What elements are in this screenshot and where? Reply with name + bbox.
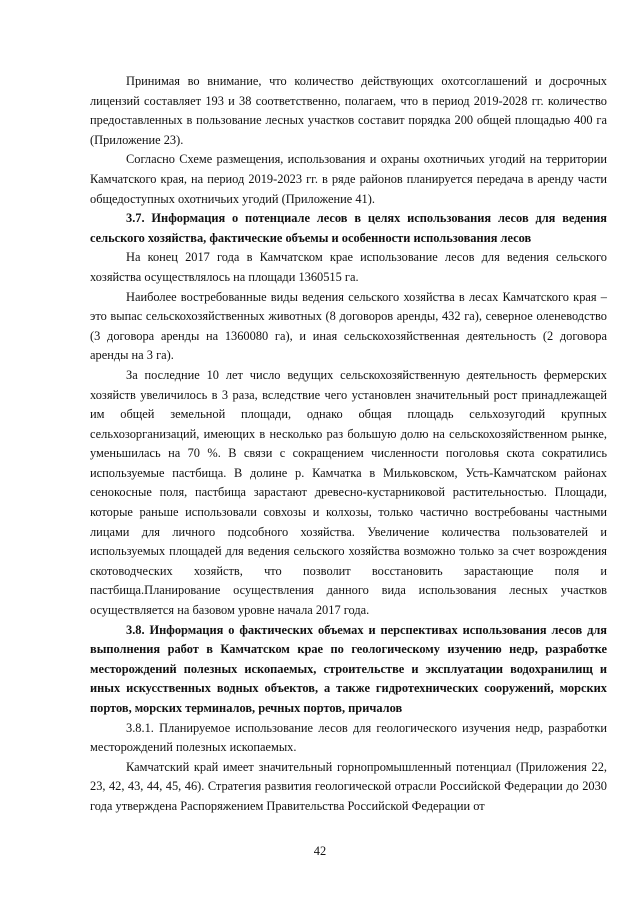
section-heading-3-7: 3.7. Информация о потенциале лесов в целях использования лесов для ведения сельского хозяйства, фактические объемы и особенности использования лесов (90, 211, 607, 245)
document-page (90, 72, 607, 817)
paragraph-hunting-scheme: Согласно Схеме размещения, использования и охраны охотничьих угодий на территории Камчатского края, на период 2019-2023 гг. в ряде районов планируется передача в аренду части общедоступных охотничьих угодий (Приложение 41). (90, 152, 607, 206)
paragraph-agriculture-types: Наиболее востребованные виды ведения сельского хозяйства в лесах Камчатского края – это выпас сельскохозяйственных животных (8 договоров аренды, 432 га), северное оленеводство (3 договора аренды на 1360080 га), и иная сельскохозяйственная деятельность (2 договора аренды на 3 га). (90, 289, 607, 363)
paragraph-farming-trends: За последние 10 лет число ведущих сельскохозяйственную деятельность фермерских хозяйств увеличилось в 3 раза, вследствие чего установлен значительный рост принадлежащей им общей земельной площади, однако общая площадь сельхозугодий крупных сельхозорганизаций, имеющих в несколько раз большую долю на сельскохозяйственном рынке, уменьшилась на 70 %. В связи с сокращением численности поголовья скота сократились используемые пастбища. В долине р. Камчатка в Мильковском, Усть-Камчатском районах сенокосные поля, пастбища зарастают древесно-кустарниковой растительностью. Площади, которые раньше использовали совхозы и колхозы, только частично востребованы частными лицами для личного подсобного хозяйства. Увеличение количества пользователей и используемых площадей для ведения сельского хозяйства возможно только за счет возрождения скотоводческих хозяйств, что позволит восстановить зарастающие поля и пастбища.Планирование осуществления данного вида использования лесных участков осуществляется на базовом уровне начала 2017 года. (90, 367, 607, 618)
section-heading-3-8: 3.8. Информация о фактических объемах и перспективах использования лесов для выполнения работ в Камчатском крае по геологическому изучению недр, разработке месторождений полезных ископаемых, строительстве и эксплуатации водохранилищ и иных искусственных водных объектов, а также гидротехнических сооружений, морских портов, морских терминалов, речных портов, причалов (90, 622, 607, 715)
paragraph-mining-potential: Камчатский край имеет значительный горнопромышленный потенциал (Приложения 22, 23, 42, 43, 44, 45, 46). Стратегия развития геологической отрасли Российской Федерации до 2030 года утверждена Распоряжением Правительства Российской Федерации от (90, 759, 607, 813)
paragraph-hunting-licenses: Принимая во внимание, что количество действующих охотсоглашений и досрочных лицензий составляет 193 и 38 соответственно, полагаем, что в период 2019-2028 гг. количество предоставленных в пользование лесных участков составит порядка 200 общей площадью 400 га (Приложение 23). (90, 74, 607, 147)
paragraph-agriculture-area: На конец 2017 года в Камчатском крае использование лесов для ведения сельского хозяйства осуществлялось на площади 1360515 га. (90, 250, 607, 284)
page-number: 42 (313, 844, 327, 858)
paragraph-subsection-3-8-1: 3.8.1. Планируемое использование лесов для геологического изучения недр, разработки месторождений полезных ископаемых. (90, 720, 607, 755)
